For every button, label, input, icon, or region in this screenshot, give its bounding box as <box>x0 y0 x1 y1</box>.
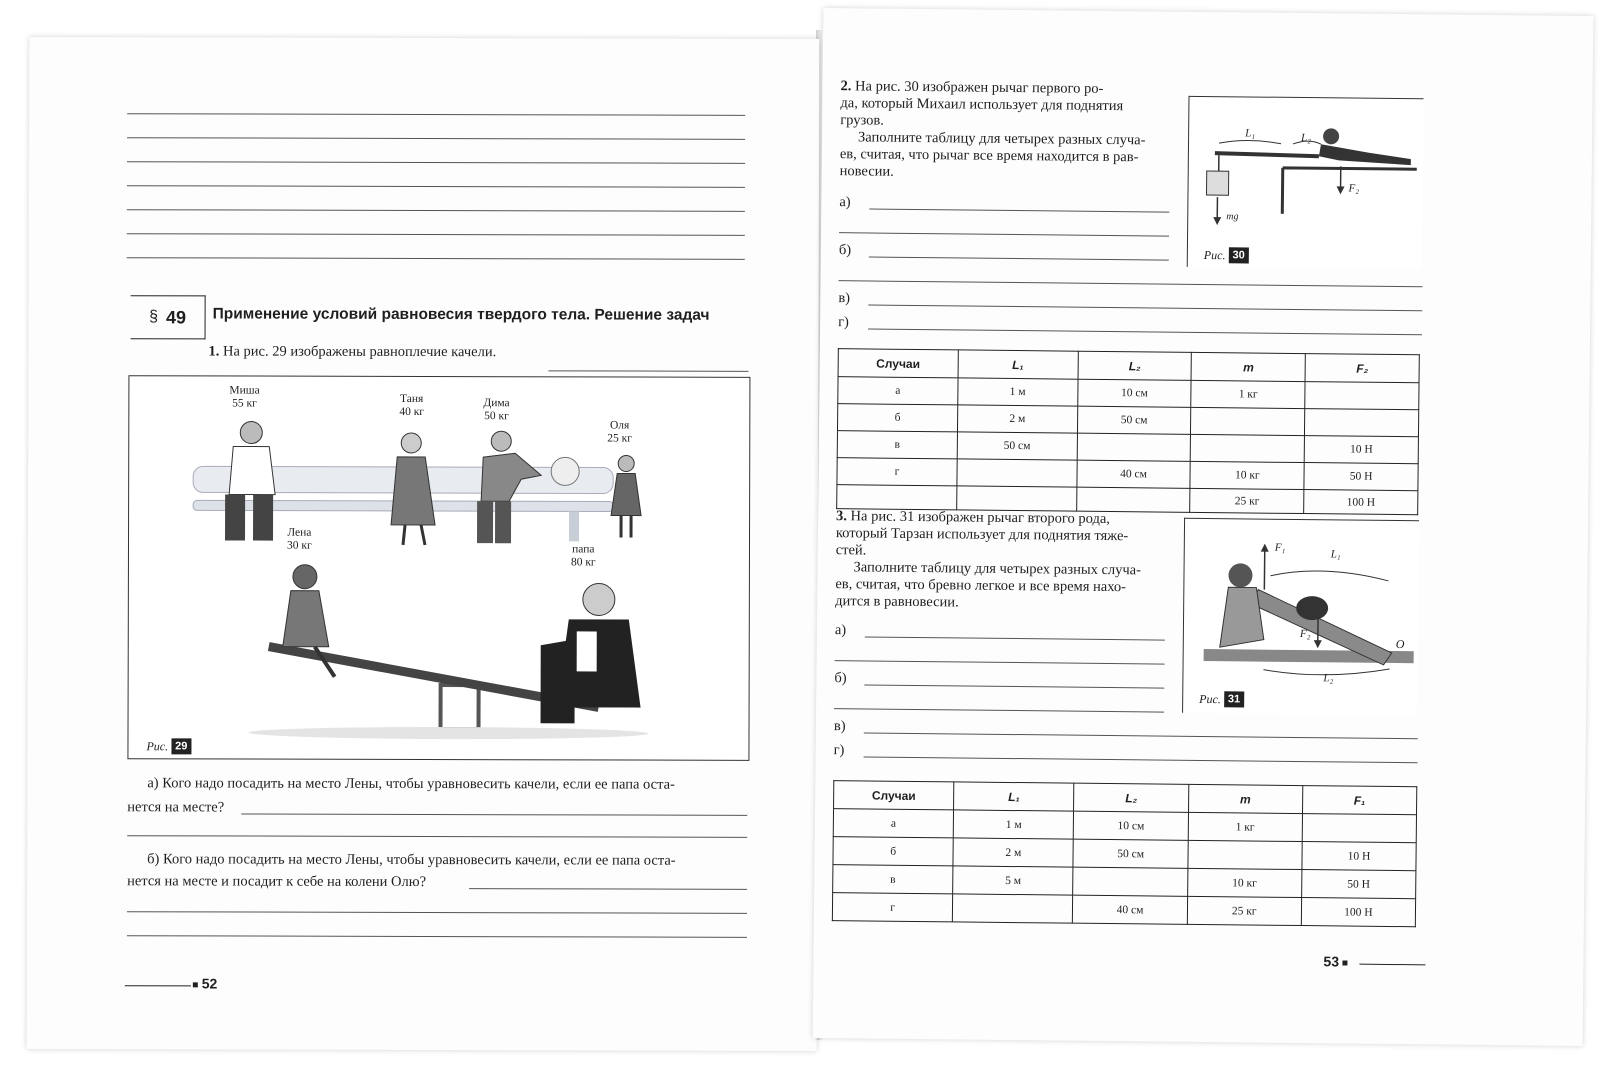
task3-fill-line: дится в равновесии. <box>835 593 959 611</box>
answer-line <box>127 233 745 236</box>
task3-answer-b: б) <box>834 670 847 687</box>
answer-line <box>127 113 745 116</box>
task2-line: грузов. <box>840 112 884 129</box>
label-L2: L₂ <box>1301 132 1312 145</box>
task1-heading <box>208 343 496 361</box>
task2-fill-line: ев, считая, что рычаг все время находится в рав- <box>839 146 1139 166</box>
table-cell: 1 м <box>958 378 1078 406</box>
table-header: L₂ <box>1078 351 1192 380</box>
task2-line: да, который Михаил использует для поднятия <box>840 95 1124 115</box>
footer-rule <box>1359 964 1425 966</box>
table-cell: 50 Н <box>1301 870 1415 899</box>
answer-line <box>839 232 1169 236</box>
table-cell: 25 кг <box>1190 488 1304 513</box>
task3-text <box>835 508 1166 613</box>
person-label-papa <box>571 543 596 569</box>
table-header: Случаи <box>834 781 955 810</box>
table-cell <box>837 485 957 510</box>
figure-29-caption <box>146 738 191 754</box>
figure-number: 29 <box>171 738 191 754</box>
answer-line <box>868 304 1422 311</box>
table-header: m <box>1188 784 1302 813</box>
section-number-box <box>131 295 206 339</box>
task1-number: 1. <box>208 343 220 360</box>
person-name: Дима <box>483 397 510 410</box>
table-cell: 50 см <box>1077 406 1191 434</box>
table-header: F₁ <box>1302 786 1416 815</box>
answer-line <box>865 636 1165 640</box>
table-cell <box>1305 382 1419 410</box>
question-a-line2: нется на месте? <box>127 799 225 816</box>
section-symbol: § <box>149 308 159 326</box>
table-header: L₁ <box>954 782 1075 811</box>
table-cell: 50 см <box>1073 839 1187 868</box>
table-cell: 25 кг <box>1187 896 1301 925</box>
page-number-text: 53 <box>1323 953 1340 970</box>
question-b-line2: нется на месте и посадит к себе на колени Олю? <box>127 873 427 891</box>
table-cell: 2 м <box>953 838 1074 867</box>
table-cell: 10 Н <box>1304 436 1418 464</box>
person-mass: 55 кг <box>232 397 257 410</box>
figure-31 <box>1182 518 1419 715</box>
label-L1: L₁ <box>1330 548 1341 561</box>
figure-29 <box>127 375 750 761</box>
section-number: 49 <box>166 306 187 327</box>
person-label-dima <box>483 397 509 423</box>
table-cell: а <box>833 809 954 838</box>
table-header: F₂ <box>1305 354 1419 383</box>
table-cell: 100 Н <box>1301 898 1415 927</box>
table-cell <box>1188 840 1302 869</box>
table-cell: 10 кг <box>1190 461 1304 489</box>
table-cell: в <box>837 431 957 459</box>
task3-line: который Тарзан использует для поднятия тяже- <box>835 525 1129 545</box>
task2-fill-line: новесии. <box>839 163 894 180</box>
task2-line: На рис. 30 изображен рычаг первого ро- <box>855 78 1104 97</box>
person-mass: 25 кг <box>607 432 632 445</box>
figure-31-caption <box>1199 691 1244 707</box>
table-cell <box>953 894 1074 923</box>
table-cell: б <box>837 404 957 432</box>
answer-line <box>241 814 747 816</box>
table-cell: в <box>833 865 954 894</box>
answer-line <box>127 911 747 914</box>
person-name: Оля <box>609 419 630 432</box>
task3-table <box>832 780 1417 927</box>
person-mass: 80 кг <box>570 556 596 569</box>
answer-line <box>835 660 1165 664</box>
label-L2: L₂ <box>1323 672 1334 685</box>
table-cell <box>1073 867 1187 896</box>
answer-line <box>864 756 1418 763</box>
person-mass: 40 кг <box>399 405 425 419</box>
question-a-line1: а) Кого надо посадить на место Лены, чтобы уравновесить качели, если ее папа оста- <box>147 775 675 793</box>
label-O: O <box>1395 637 1405 652</box>
seesaw-illustration <box>128 376 749 760</box>
footer-rule <box>125 985 191 986</box>
table-row <box>832 893 1415 927</box>
page-number-text: 52 <box>201 975 218 992</box>
answer-line <box>127 835 747 838</box>
task2-answer-v: в) <box>838 290 851 307</box>
task2-text <box>840 78 1171 183</box>
figure-label: Рис. <box>1199 691 1221 706</box>
task3-answer-v: в) <box>833 718 846 735</box>
table-cell <box>1191 434 1305 462</box>
section-title: Применение условий равновесия твердого тела. Решение задач <box>212 305 710 324</box>
answer-line <box>127 161 745 164</box>
figure-number: 30 <box>1228 247 1248 263</box>
figure-30-caption <box>1204 247 1249 263</box>
page-number-52 <box>193 975 218 991</box>
answer-line <box>127 185 745 188</box>
table-header: Случаи <box>838 349 958 378</box>
table-cell: а <box>838 377 958 405</box>
answer-line <box>869 208 1169 212</box>
table-cell <box>1077 433 1191 461</box>
task3-line: стей. <box>835 542 867 559</box>
person-name: Лена <box>287 526 312 539</box>
task2-fill-line: Заполните таблицу для четырех разных случа- <box>857 129 1146 149</box>
task3-line: На рис. 31 изображен рычаг второго рода, <box>850 508 1111 528</box>
person-label-tanya <box>399 393 424 419</box>
answer-line <box>127 257 745 260</box>
task2-answer-g: г) <box>838 314 849 331</box>
task3-fill-line: ев, считая, что бревно легкое и все время нахо- <box>835 576 1127 596</box>
table-cell: 10 см <box>1077 379 1191 407</box>
table-cell: г <box>832 893 953 922</box>
person-label-olya <box>607 419 632 445</box>
table-cell: 1 кг <box>1191 380 1305 408</box>
table-cell: 10 см <box>1074 811 1188 840</box>
lever-first-kind-illustration <box>1188 97 1424 269</box>
person-name: папа <box>572 543 595 556</box>
table-cell: 10 кг <box>1187 868 1301 897</box>
task2-answer-a: а) <box>839 194 851 211</box>
table-cell <box>1191 407 1305 435</box>
table-cell: 50 см <box>957 432 1077 460</box>
table-cell: 5 м <box>953 866 1074 895</box>
table-cell <box>1305 409 1419 437</box>
task3-answer-a: а) <box>834 622 847 639</box>
label-mg: mg <box>1226 211 1239 223</box>
label-F2: F₂ <box>1299 628 1311 641</box>
task2-table <box>836 348 1420 515</box>
table-cell: г <box>837 458 957 486</box>
person-label-misha <box>229 384 259 410</box>
table-header: L₁ <box>958 350 1078 379</box>
task3-fill-line: Заполните таблицу для четырех разных случа- <box>853 559 1142 579</box>
answer-line <box>548 370 748 372</box>
right-page <box>813 8 1594 1046</box>
table-cell <box>1076 487 1190 512</box>
task2-number: 2. <box>840 78 852 95</box>
table-header: m <box>1191 352 1305 381</box>
answer-line <box>469 888 747 890</box>
table-cell <box>957 459 1077 487</box>
label-F1: F₁ <box>1274 541 1286 554</box>
answer-line <box>864 684 1164 688</box>
table-cell: 1 м <box>953 810 1074 839</box>
answer-line <box>127 209 745 212</box>
answer-line <box>839 280 1423 287</box>
table-cell <box>956 486 1076 511</box>
person-mass: 50 кг <box>484 410 509 423</box>
task2-answer-b: б) <box>838 242 852 259</box>
label-F2: F₂ <box>1348 182 1360 195</box>
task3-number: 3. <box>836 508 848 525</box>
figure-30 <box>1187 96 1424 269</box>
person-name: Таня <box>400 392 424 406</box>
table-cell: 10 Н <box>1302 842 1416 871</box>
lever-second-kind-illustration <box>1183 519 1419 715</box>
person-mass: 30 кг <box>286 539 312 552</box>
answer-line <box>834 708 1164 712</box>
table-cell: б <box>833 837 954 866</box>
question-b-line1: б) Кого надо посадить на место Лены, чтобы уравновесить качели, если ее папа оста- <box>147 851 676 869</box>
answer-line <box>864 732 1418 739</box>
answer-line <box>127 935 747 938</box>
table-header: L₂ <box>1074 783 1188 812</box>
table-cell: 40 см <box>1073 895 1187 924</box>
figure-label: Рис. <box>1203 247 1226 262</box>
figure-label: Рис. <box>146 738 169 753</box>
answer-line <box>127 137 745 140</box>
left-page <box>27 37 820 1051</box>
person-name: Миша <box>229 384 260 397</box>
person-label-lena <box>287 527 312 553</box>
figure-number: 31 <box>1224 691 1244 707</box>
label-L1: L₁ <box>1245 127 1256 140</box>
answer-line <box>869 256 1169 260</box>
table-cell: 1 кг <box>1188 812 1302 841</box>
table-cell: 50 Н <box>1304 463 1418 491</box>
table-cell: 100 Н <box>1304 490 1418 515</box>
table-cell <box>1302 814 1416 843</box>
task3-answer-g: г) <box>833 742 845 759</box>
page-number-53 <box>1323 953 1348 969</box>
table-cell: 2 м <box>957 405 1077 433</box>
table-cell: 40 см <box>1077 460 1191 488</box>
task1-text: На рис. 29 изображены равноплечие качели. <box>222 343 497 361</box>
answer-line <box>868 328 1422 335</box>
